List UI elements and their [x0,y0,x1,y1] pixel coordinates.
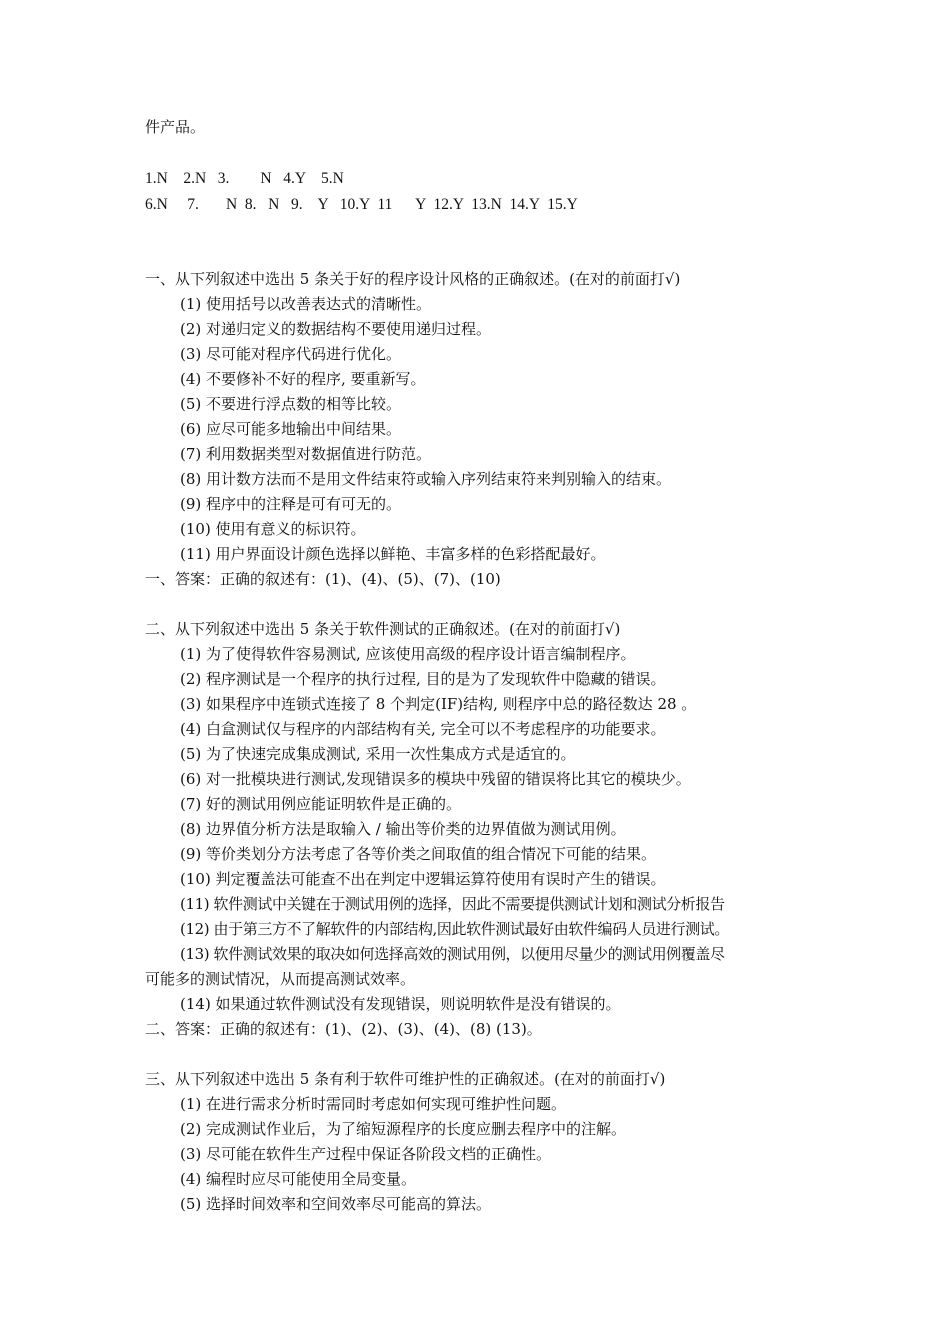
answer-key-row-1: 1.N 2.N 3. N 4.Y 5.N [145,170,344,187]
section1-item: (6) 应尽可能多地输出中间结果。 [180,420,402,438]
section3-item: (4) 编程时应尽可能使用全局变量。 [180,1170,417,1188]
section3-item: (1) 在进行需求分析时需同时考虑如何实现可维护性问题。 [180,1095,567,1113]
section1-item: (7) 利用数据类型对数据值进行防范。 [180,445,432,463]
section2-item: (11) 软件测试中关键在于测试用例的选择，因此不需要提供测试计划和测试分析报告 [180,895,725,913]
section1-item: (9) 程序中的注释是可有可无的。 [180,495,402,513]
continuation-text: 件产品。 [145,118,206,136]
section1-item: (10) 使用有意义的标识符。 [180,520,366,538]
section2-item: (14) 如果通过软件测试没有发现错误，则说明软件是没有错误的。 [180,995,621,1013]
section2-item: (6) 对一批模块进行测试,发现错误多的模块中残留的错误将比其它的模块少。 [180,770,691,788]
section1-answer: 一、答案：正确的叙述有：(1)、(4)、(5)、(7)、(10) [145,570,501,588]
section2-item: (1) 为了使得软件容易测试, 应该使用高级的程序设计语言编制程序。 [180,645,636,663]
section1-item: (2) 对递归定义的数据结构不要使用递归过程。 [180,320,492,338]
section1-heading: 一、从下列叙述中选出 5 条关于好的程序设计风格的正确叙述。(在对的前面打√) [145,270,681,288]
section3-item: (3) 尽可能在软件生产过程中保证各阶段文档的正确性。 [180,1145,552,1163]
section2-answer: 二、答案：正确的叙述有：(1)、(2)、(3)、(4)、(8) (13)。 [145,1020,542,1038]
section1-item: (4) 不要修补不好的程序, 要重新写。 [180,370,426,388]
section2-item: (10) 判定覆盖法可能查不出在判定中逻辑运算符使用有误时产生的错误。 [180,870,666,888]
section3-item: (2) 完成测试作业后，为了缩短源程序的长度应删去程序中的注解。 [180,1120,627,1138]
section2-item: (13) 软件测试效果的取决如何选择高效的测试用例，以便用尽量少的测试用例覆盖尽 [180,945,725,963]
section3-heading: 三、从下列叙述中选出 5 条有利于软件可维护性的正确叙述。(在对的前面打√) [145,1070,666,1088]
section1-item: (3) 尽可能对程序代码进行优化。 [180,345,402,363]
section2-item: (2) 程序测试是一个程序的执行过程, 目的是为了发现软件中隐藏的错误。 [180,670,666,688]
section2-heading: 二、从下列叙述中选出 5 条关于软件测试的正确叙述。(在对的前面打√) [145,620,621,638]
section2-item: (5) 为了快速完成集成测试, 采用一次性集成方式是适宜的。 [180,745,576,763]
section2-item: (7) 好的测试用例应能证明软件是正确的。 [180,795,462,813]
section2-item: (4) 白盒测试仅与程序的内部结构有关, 完全可以不考虑程序的功能要求。 [180,720,666,738]
section1-item: (8) 用计数方法而不是用文件结束符或输入序列结束符来判别输入的结束。 [180,470,672,488]
section2-item: (8) 边界值分析方法是取输入 / 输出等价类的边界值做为测试用例。 [180,820,626,838]
section2-item-continuation: 可能多的测试情况，从而提高测试效率。 [145,970,416,988]
answer-key-row-2: 6.N 7. N 8. N 9. Y 10.Y 11 Y 12.Y 13.N 14.Y 15.Y [145,196,578,213]
section2-item: (9) 等价类划分方法考虑了各等价类之间取值的组合情况下可能的结果。 [180,845,657,863]
section1-item: (5) 不要进行浮点数的相等比较。 [180,395,402,413]
section1-item: (1) 使用括号以改善表达式的清晰性。 [180,295,432,313]
section2-item: (12) 由于第三方不了解软件的内部结构,因此软件测试最好由软件编码人员进行测试。 [180,920,729,938]
section2-item: (3) 如果程序中连锁式连接了 8 个判定(IF)结构, 则程序中总的路径数达 28 。 [180,695,697,713]
section3-item: (5) 选择时间效率和空间效率尽可能高的算法。 [180,1195,492,1213]
section1-item: (11) 用户界面设计颜色选择以鲜艳、丰富多样的色彩搭配最好。 [180,545,606,563]
